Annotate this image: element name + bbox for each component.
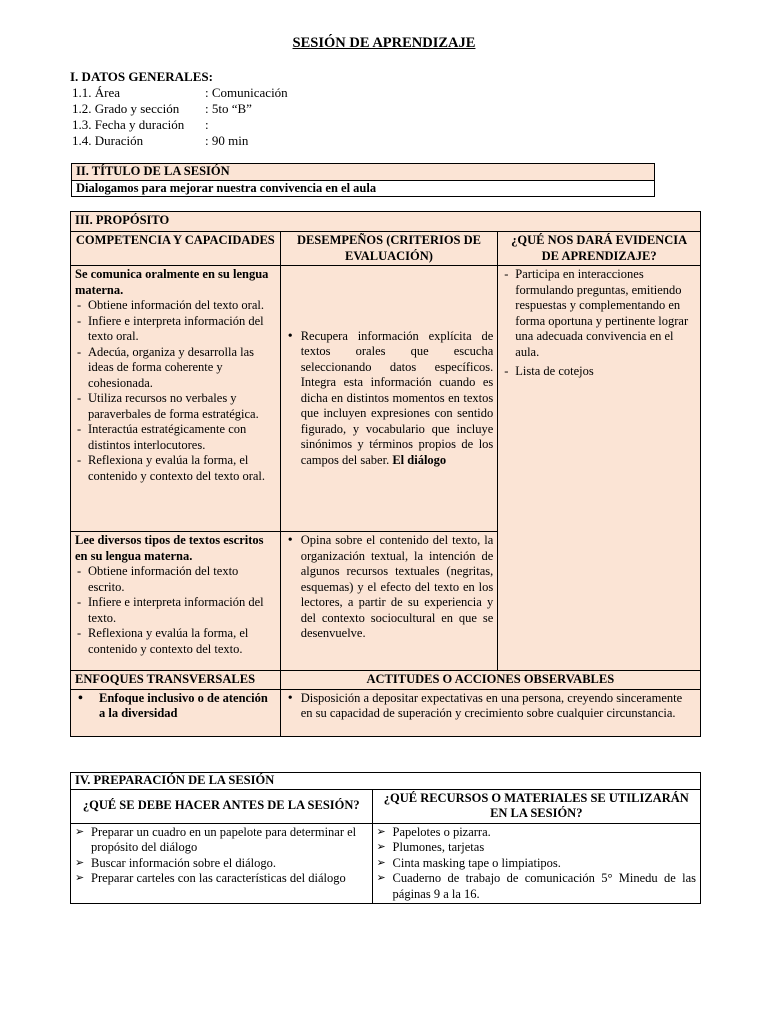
- proposito-heading: III. PROPÓSITO: [71, 212, 701, 232]
- competencia-lectura-title: Lee diversos tipos de textos escritos en su lengua materna.: [75, 533, 264, 563]
- capacidad-item: - Infiere e interpreta información del texto.: [75, 595, 276, 626]
- actitudes-heading: ACTITUDES O ACCIONES OBSERVABLES: [280, 671, 700, 690]
- antes-item: ➢ Buscar información sobre el diálogo.: [75, 856, 368, 872]
- capacidad-item: - Reflexiona y evalúa la forma, el contenido y contexto del texto.: [75, 626, 276, 657]
- enfoque-item: • Enfoque inclusivo o de atención a la diversidad: [75, 691, 276, 722]
- antes-cell: [71, 823, 373, 904]
- recurso-item: ➢ Cinta masking tape o limpiatipos.: [377, 856, 696, 872]
- competencia-oral-title: Se comunica oralmente en su lengua materna.: [75, 267, 269, 297]
- antes-item: ➢ Preparar carteles con las características del diálogo: [75, 871, 368, 887]
- antes-item: ➢ Preparar un cuadro en un papelote para determinar el propósito del diálogo: [75, 825, 368, 856]
- capacidad-item: - Obtiene información del texto oral.: [75, 298, 276, 314]
- capacidad-item: - Infiere e interpreta información del texto oral.: [75, 314, 276, 345]
- capacidad-item: - Reflexiona y evalúa la forma, el contenido y contexto del texto oral.: [75, 453, 276, 484]
- col-antes: ¿QUÉ SE DEBE HACER ANTES DE LA SESIÓN?: [71, 789, 373, 823]
- competencia-lectura: [71, 532, 281, 671]
- titulo-text: Dialogamos para mejorar nuestra convivencia en el aula: [72, 180, 655, 197]
- desempeno-oral: [280, 266, 498, 532]
- capacidad-item: - Obtiene información del texto escrito.: [75, 564, 276, 595]
- preparacion-heading: IV. PREPARACIÓN DE LA SESIÓN: [71, 773, 701, 790]
- recurso-item: ➢ Papelotes o pizarra.: [377, 825, 696, 841]
- competencia-oral: [71, 266, 281, 532]
- evidencia-item: - Lista de cotejos: [502, 364, 696, 380]
- datos-row-grado: 1.2. Grado y sección : 5to “B”: [72, 101, 252, 116]
- actitud-cell: [280, 689, 700, 736]
- proposito-table: [70, 211, 701, 737]
- desempeno-lectura-text: • Opina sobre el contenido del texto, la organización textual, la intención de algunos recursos textuales (negritas, esquemas) y el efecto del texto en los lectores, a partir de su experiencia y del contexto sociocultural en que se desenvuelve.: [285, 533, 494, 642]
- datos-row-duracion: 1.4. Duración : 90 min: [72, 133, 249, 148]
- enfoque-cell: [71, 689, 281, 736]
- datos-generales-heading: I. DATOS GENERALES:: [70, 69, 213, 84]
- recursos-cell: [372, 823, 700, 904]
- datos-row-fecha: 1.3. Fecha y duración :: [72, 117, 209, 132]
- col-evidencia: ¿QUÉ NOS DARÁ EVIDENCIA DE APRENDIZAJE?: [498, 232, 701, 266]
- recurso-item: ➢ Cuaderno de trabajo de comunicación 5° Minedu de las páginas 9 a la 16.: [377, 871, 696, 902]
- evidencia-cell: [498, 266, 701, 671]
- datos-row-area: 1.1. Área : Comunicación: [72, 85, 288, 100]
- capacidad-item: - Adecúa, organiza y desarrolla las ideas de forma coherente y cohesionada.: [75, 345, 276, 392]
- capacidad-item: - Interactúa estratégicamente con distintos interlocutores.: [75, 422, 276, 453]
- col-competencia: COMPETENCIA Y CAPACIDADES: [71, 232, 281, 266]
- titulo-heading: II. TÍTULO DE LA SESIÓN: [72, 164, 655, 181]
- desempeno-oral-bold: El diálogo: [392, 452, 447, 467]
- actitud-item: • Disposición a depositar expectativas en una persona, creyendo sinceramente en su capacidad de superación y crecimiento sobre cualquier circunstancia.: [285, 691, 696, 722]
- titulo-table: [71, 163, 655, 197]
- col-recursos: ¿QUÉ RECURSOS O MATERIALES SE UTILIZARÁN EN LA SESIÓN?: [372, 789, 700, 823]
- capacidad-item: - Utiliza recursos no verbales y paraverbales de forma estratégica.: [75, 391, 276, 422]
- enfoques-heading: ENFOQUES TRANSVERSALES: [71, 671, 281, 690]
- desempeno-lectura: [280, 532, 498, 671]
- col-desempenos: DESEMPEÑOS (CRITERIOS DE EVALUACIÓN): [280, 232, 498, 266]
- preparacion-table: [70, 772, 701, 904]
- evidencia-item: - Participa en interacciones formulando preguntas, emitiendo respuestas y complementando en forma oportuna y pertinente lograr una adecuada convivencia en el aula.: [502, 267, 696, 360]
- recurso-item: ➢ Plumones, tarjetas: [377, 840, 696, 856]
- page-title: SESIÓN DE APRENDIZAJE: [292, 35, 476, 51]
- desempeno-oral-text: Recupera información explícita de textos orales que escucha seleccionando datos específicos. Integra esta información cuando es dicha en distintos momentos en textos que incluyen expresiones con sentido figurado, y vocabulario que incluye sinónimos y términos propios de los campos del saber.: [300, 328, 494, 467]
